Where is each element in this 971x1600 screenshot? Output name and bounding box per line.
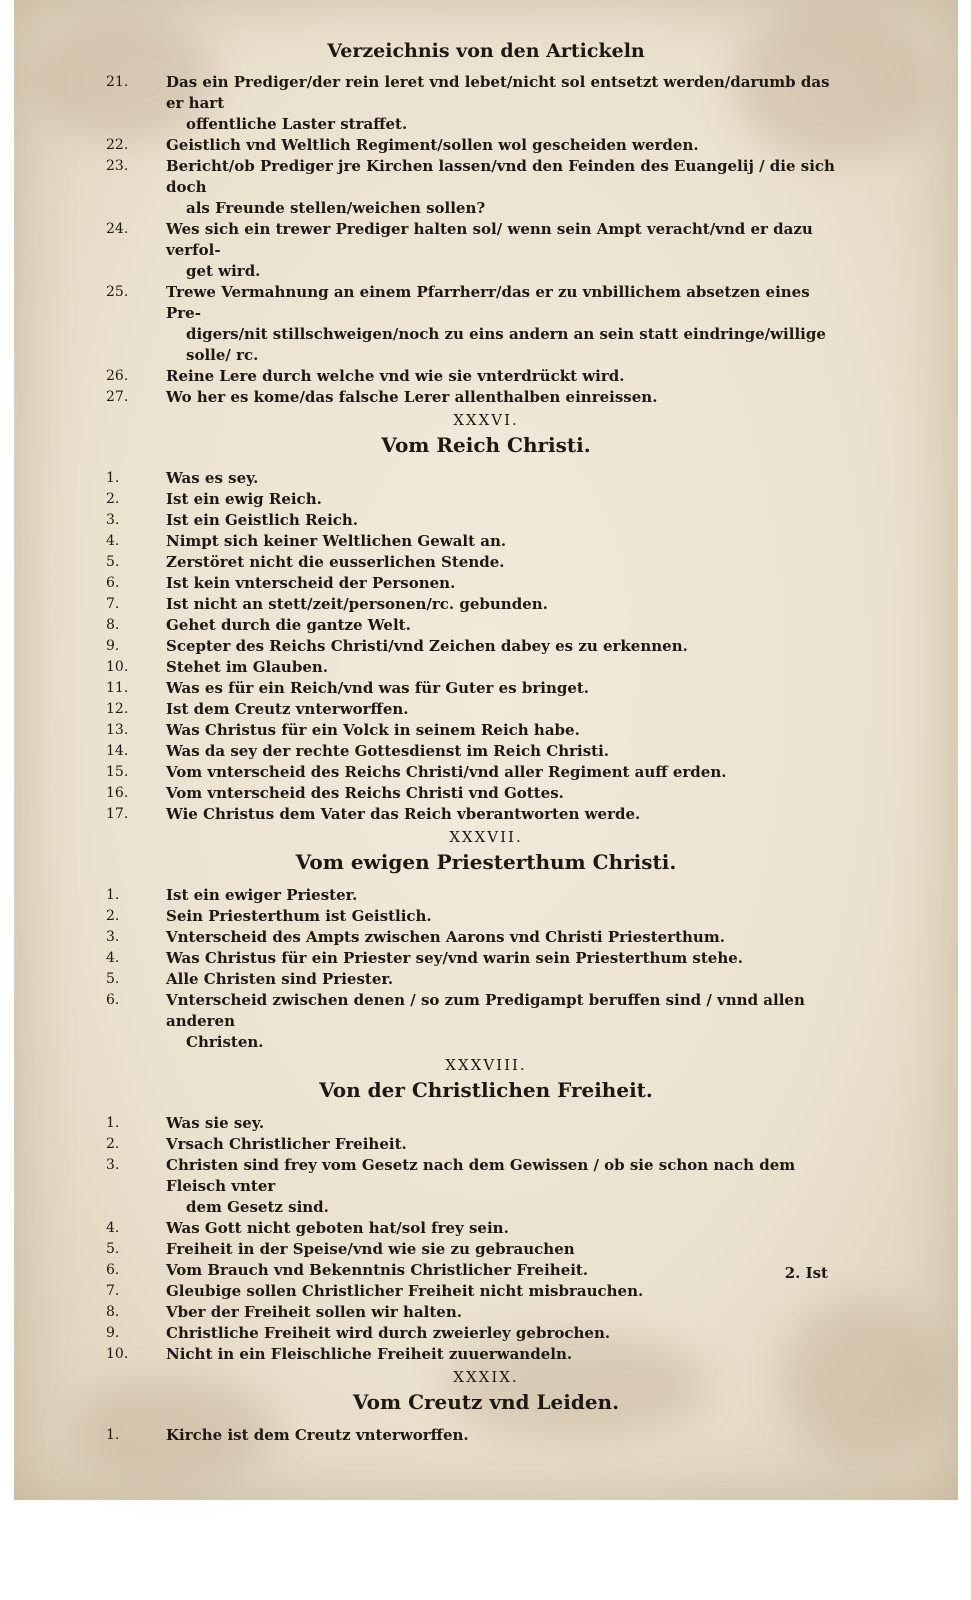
item-number: 22.: [106, 137, 129, 153]
item-number: 21.: [106, 74, 129, 90]
list-item: [14, 489, 958, 510]
item-text-block: [166, 468, 838, 489]
list-item: [14, 885, 958, 906]
item-text: Wo her es kome/das falsche Lerer allenthalben einreissen.: [166, 388, 658, 406]
item-text: Vom vnterscheid des Reichs Christi vnd Gottes.: [166, 784, 564, 802]
section-numeral: XXXIX.: [453, 1368, 519, 1386]
item-text-block: [166, 783, 838, 804]
list-item: [14, 1113, 958, 1134]
list-item: [14, 720, 958, 741]
section-numeral: XXXVIII.: [445, 1056, 527, 1074]
item-text: Geistlich vnd Weltlich Regiment/sollen wol gescheiden werden.: [166, 136, 699, 154]
item-text: Vnterscheid zwischen denen / so zum Predigampt beruffen sind / vnnd allen anderen: [166, 991, 805, 1030]
item-text: Reine Lere durch welche vnd wie sie vnterdrückt wird.: [166, 367, 625, 385]
item-number: 13.: [106, 722, 129, 738]
section-title: Vom Creutz vnd Leiden.: [352, 1390, 620, 1414]
item-text-block: [166, 1344, 838, 1365]
item-number: 25.: [106, 284, 129, 300]
item-text: Was Christus für ein Priester sey/vnd warin sein Priesterthum stehe.: [166, 949, 743, 967]
list-item: [14, 678, 958, 699]
item-text: Vrsach Christlicher Freiheit.: [166, 1135, 407, 1153]
list-item: [14, 906, 958, 927]
item-text: Was es sey.: [166, 469, 259, 487]
item-text: Bericht/ob Prediger jre Kirchen lassen/vnd den Feinden des Euangelij / die sich doch: [166, 157, 835, 196]
item-number: 11.: [106, 680, 129, 696]
catchword: 2. Ist: [784, 1264, 828, 1282]
section-numeral: XXXVII.: [449, 828, 523, 846]
list-item: [14, 990, 958, 1053]
item-text-block: [166, 657, 838, 678]
section-title: Von der Christlichen Freiheit.: [319, 1078, 653, 1102]
item-text-block: [166, 1134, 838, 1155]
list-item: [14, 615, 958, 636]
item-text: Stehet im Glauben.: [166, 658, 328, 676]
item-text-block: [166, 219, 838, 282]
list-item: [14, 510, 958, 531]
item-number: 3.: [106, 929, 120, 945]
item-number: 10.: [106, 1346, 129, 1362]
item-text-block: [166, 720, 838, 741]
item-text-block: [166, 594, 838, 615]
book-page: [14, 0, 958, 1500]
list-item: [14, 387, 958, 408]
item-number: 5.: [106, 554, 120, 570]
table-of-contents: [14, 72, 958, 1446]
item-text: Kirche ist dem Creutz vnterworffen.: [166, 1426, 469, 1444]
item-number: 7.: [106, 1283, 120, 1299]
item-text: Ist ein ewig Reich.: [166, 490, 322, 508]
item-number: 8.: [106, 617, 120, 633]
item-text-block: [166, 156, 838, 219]
item-number: 2.: [106, 908, 120, 924]
item-number: 16.: [106, 785, 129, 801]
item-text-block: [166, 615, 838, 636]
list-item: [14, 573, 958, 594]
item-text-block: [166, 531, 838, 552]
item-text: Was Gott nicht geboten hat/sol frey sein.: [166, 1219, 509, 1237]
list-item: [14, 156, 958, 219]
item-text: Was sie sey.: [166, 1114, 265, 1132]
item-text-block: [166, 366, 838, 387]
list-item: [14, 1344, 958, 1365]
item-text-block: [166, 1260, 838, 1281]
item-text-block: [166, 1302, 838, 1323]
list-item: [14, 1281, 958, 1302]
list-item: [14, 783, 958, 804]
item-number: 3.: [106, 1157, 120, 1173]
item-text-block: [166, 1281, 838, 1302]
item-number: 23.: [106, 158, 129, 174]
item-text-block: [166, 927, 838, 948]
item-number: 6.: [106, 575, 120, 591]
list-item: [14, 927, 958, 948]
section-numeral: XXXVI.: [453, 411, 519, 429]
item-text-block: [166, 1218, 838, 1239]
item-text: Ist nicht an stett/zeit/personen/rc. gebunden.: [166, 595, 548, 613]
list-item: [14, 468, 958, 489]
item-text-block: [166, 135, 838, 156]
item-text-block: [166, 489, 838, 510]
item-text: Vber der Freiheit sollen wir halten.: [166, 1303, 462, 1321]
item-text: Christen sind frey vom Gesetz nach dem Gewissen / ob sie schon nach dem Fleisch vnter: [166, 1156, 796, 1195]
item-text-block: [166, 1239, 838, 1260]
item-number: 24.: [106, 221, 129, 237]
item-text: Christliche Freiheit wird durch zweierley gebrochen.: [166, 1324, 611, 1342]
item-text: Wie Christus dem Vater das Reich vberantworten werde.: [166, 805, 641, 823]
list-item: [14, 762, 958, 783]
item-number: 9.: [106, 638, 120, 654]
item-text: Was da sey der rechte Gottesdienst im Reich Christi.: [166, 742, 610, 760]
item-number: 7.: [106, 596, 120, 612]
item-text-block: [166, 1113, 838, 1134]
item-text: Zerstöret nicht die eusserlichen Stende.: [166, 553, 505, 571]
item-text: Freiheit in der Speise/vnd wie sie zu gebrauchen: [166, 1240, 575, 1258]
item-text-continuation: offentliche Laster straffet.: [186, 115, 408, 133]
section-title: Vom ewigen Priesterthum Christi.: [295, 850, 677, 874]
item-text: Vom vnterscheid des Reichs Christi/vnd aller Regiment auff erden.: [166, 763, 727, 781]
item-number: 4.: [106, 950, 120, 966]
item-text: Ist kein vnterscheid der Personen.: [166, 574, 456, 592]
list-item: [14, 531, 958, 552]
item-text-block: [166, 741, 838, 762]
item-text: Sein Priesterthum ist Geistlich.: [166, 907, 432, 925]
item-text: Vnterscheid des Ampts zwischen Aarons vnd Christi Priesterthum.: [166, 928, 725, 946]
item-text-block: [166, 969, 838, 990]
list-item: [14, 948, 958, 969]
item-text: Trewe Vermahnung an einem Pfarrherr/das er zu vnbillichem absetzen eines Pre-: [166, 283, 810, 322]
item-text-block: [166, 678, 838, 699]
item-text-block: [166, 948, 838, 969]
item-number: 5.: [106, 1241, 120, 1257]
item-text: Gleubige sollen Christlicher Freiheit nicht misbrauchen.: [166, 1282, 644, 1300]
section-title: Vom Reich Christi.: [381, 433, 591, 457]
item-text-block: [166, 990, 838, 1053]
item-number: 9.: [106, 1325, 120, 1341]
item-number: 6.: [106, 992, 120, 1008]
item-text: Wes sich ein trewer Prediger halten sol/ wenn sein Ampt veracht/vnd er dazu verfol-: [166, 220, 813, 259]
item-text: Was es für ein Reich/vnd was für Guter es bringet.: [166, 679, 590, 697]
item-number: 1.: [106, 1115, 120, 1131]
item-text-block: [166, 636, 838, 657]
item-text-block: [166, 1323, 838, 1344]
running-head: Verzeichnis von den Artickeln: [327, 40, 645, 62]
list-item: [14, 1155, 958, 1218]
list-item: [14, 594, 958, 615]
item-number: 2.: [106, 491, 120, 507]
item-text-block: [166, 885, 838, 906]
list-item: [14, 366, 958, 387]
item-number: 17.: [106, 806, 129, 822]
item-number: 12.: [106, 701, 129, 717]
item-text: Gehet durch die gantze Welt.: [166, 616, 411, 634]
item-text-block: [166, 552, 838, 573]
item-number: 26.: [106, 368, 129, 384]
item-number: 1.: [106, 887, 120, 903]
item-text: Ist dem Creutz vnterworffen.: [166, 700, 409, 718]
item-number: 2.: [106, 1136, 120, 1152]
item-number: 8.: [106, 1304, 120, 1320]
item-number: 5.: [106, 971, 120, 987]
item-text-block: [166, 906, 838, 927]
list-item: [14, 1218, 958, 1239]
item-text: Ist ein Geistlich Reich.: [166, 511, 359, 529]
list-item: [14, 1425, 958, 1446]
list-item: [14, 282, 958, 366]
item-text: Vom Brauch vnd Bekenntnis Christlicher Freiheit.: [166, 1261, 589, 1279]
item-text-block: [166, 1155, 838, 1218]
list-item: [14, 741, 958, 762]
list-item: [14, 135, 958, 156]
item-text-continuation: Christen.: [186, 1033, 264, 1051]
item-text-block: [166, 573, 838, 594]
item-text-block: [166, 804, 838, 825]
list-item: [14, 699, 958, 720]
list-item: [14, 72, 958, 135]
item-number: 4.: [106, 533, 120, 549]
item-text-block: [166, 510, 838, 531]
list-item: [14, 1323, 958, 1344]
item-text: Ist ein ewiger Priester.: [166, 886, 358, 904]
item-text-continuation: als Freunde stellen/weichen sollen?: [186, 199, 486, 217]
list-item: [14, 1239, 958, 1260]
item-text: Was Christus für ein Volck in seinem Reich habe.: [166, 721, 580, 739]
item-text-block: [166, 72, 838, 135]
item-text-block: [166, 387, 838, 408]
item-number: 14.: [106, 743, 129, 759]
item-text-continuation: digers/nit stillschweigen/noch zu eins andern an sein statt eindringe/willige solle/ rc.: [186, 325, 826, 364]
item-text: Nimpt sich keiner Weltlichen Gewalt an.: [166, 532, 507, 550]
list-item: [14, 804, 958, 825]
item-text-block: [166, 699, 838, 720]
item-number: 15.: [106, 764, 129, 780]
list-item: [14, 636, 958, 657]
list-item: [14, 657, 958, 678]
item-text-continuation: dem Gesetz sind.: [186, 1198, 329, 1216]
item-number: 27.: [106, 389, 129, 405]
list-item: [14, 969, 958, 990]
item-text-continuation: get wird.: [186, 262, 261, 280]
item-text-block: [166, 762, 838, 783]
item-text: Scepter des Reichs Christi/vnd Zeichen dabey es zu erkennen.: [166, 637, 688, 655]
item-text: Alle Christen sind Priester.: [166, 970, 394, 988]
item-text: Nicht in ein Fleischliche Freiheit zuuerwandeln.: [166, 1345, 573, 1363]
item-number: 3.: [106, 512, 120, 528]
item-number: 1.: [106, 1427, 120, 1443]
list-item: [14, 1302, 958, 1323]
item-number: 10.: [106, 659, 129, 675]
item-text-block: [166, 282, 838, 366]
item-number: 6.: [106, 1262, 120, 1278]
list-item: [14, 219, 958, 282]
item-text: Das ein Prediger/der rein leret vnd lebet/nicht sol entsetzt werden/darumb das er hart: [166, 73, 830, 112]
item-number: 1.: [106, 470, 120, 486]
item-text-block: [166, 1425, 838, 1446]
list-item: [14, 552, 958, 573]
item-number: 4.: [106, 1220, 120, 1236]
list-item: [14, 1134, 958, 1155]
